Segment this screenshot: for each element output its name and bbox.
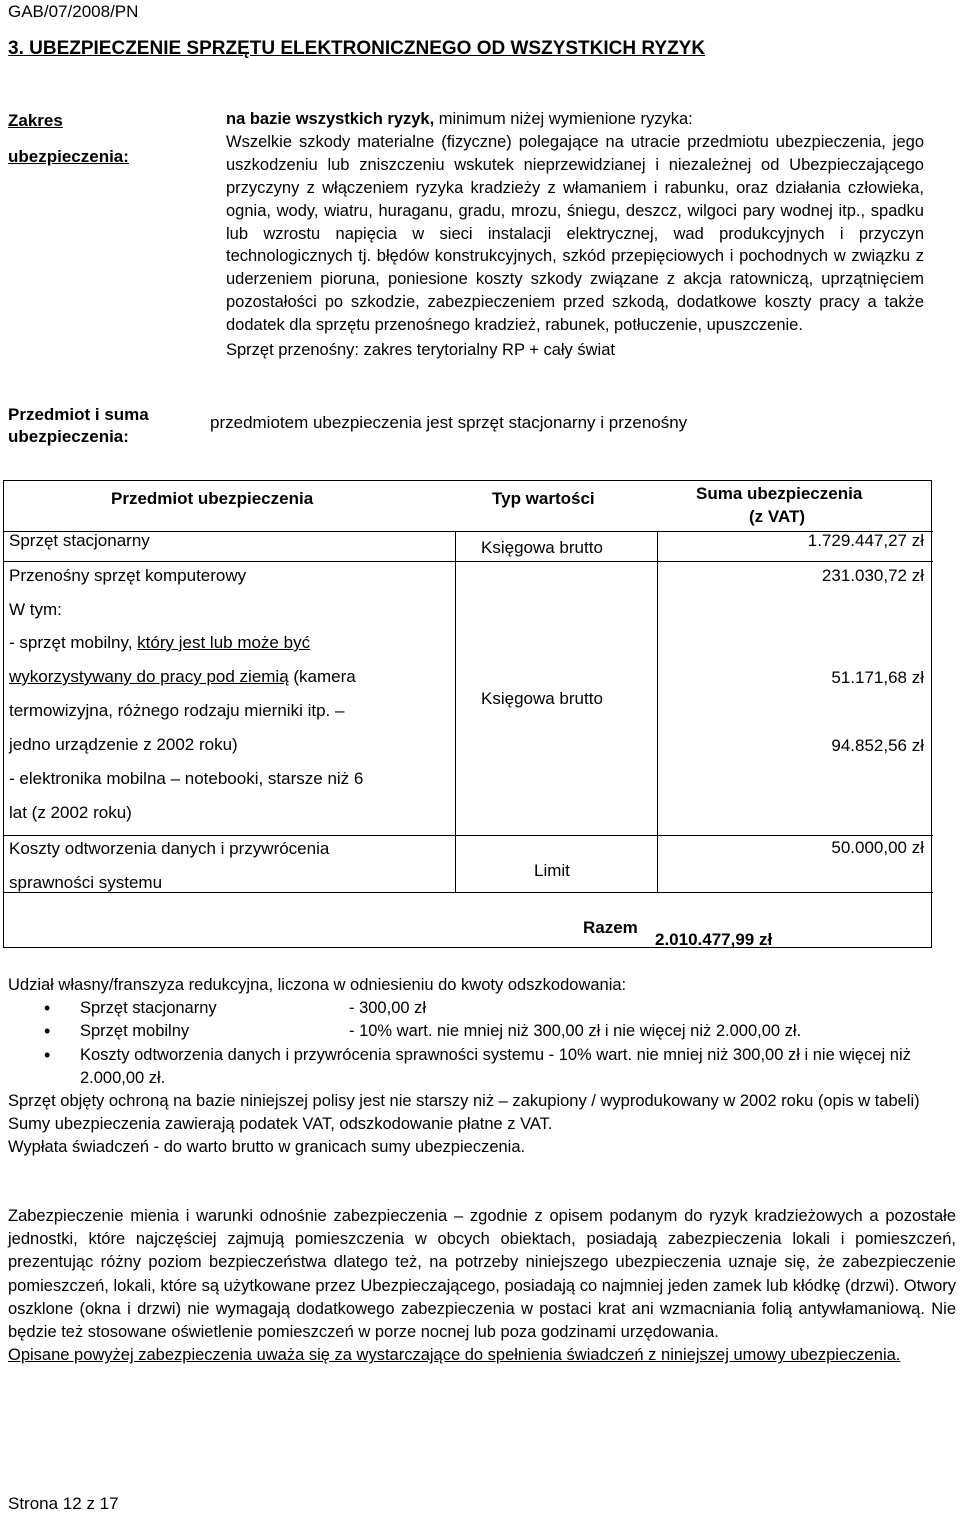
document-id: GAB/07/2008/PN: [8, 2, 139, 21]
total-value: 2.010.477,99 zł: [655, 930, 773, 949]
row2-sum-mobile: 51.171,68 zł: [831, 668, 924, 687]
row3-subject-line1: Koszty odtworzenia danych i przywrócenia: [9, 839, 330, 858]
deductible-item-name: Sprzęt stacjonarny: [80, 999, 217, 1018]
row2-mobile-line1a: - sprzęt mobilny,: [9, 633, 138, 652]
label-przedmiot: [8, 404, 149, 448]
row-divider-2: [4, 835, 933, 836]
section-title: 3. UBEZPIECZENIE SPRZĘTU ELEKTRONICZNEGO OD WSZYSTKICH RYZYK: [8, 38, 706, 59]
row2-electronics-line2: lat (z 2002 roku): [9, 803, 132, 822]
col-divider-2: [657, 531, 658, 892]
deductible-item-value: - 10% wart. nie mniej niż 300,00 zł i nie więcej niż 2.000,00 zł.: [349, 1022, 802, 1041]
deductible-item: [8, 1020, 956, 1043]
deductible-item-name: Sprzęt mobilny: [80, 1022, 190, 1041]
insurance-table: [3, 480, 932, 948]
scope-lead-line: [226, 108, 924, 131]
deductible-section: [8, 974, 956, 1160]
row3-type: Limit: [534, 861, 570, 880]
row1-type: Księgowa brutto: [481, 538, 603, 557]
scope-portable: Sprzęt przenośny: zakres terytorialny RP + cały świat: [226, 341, 615, 360]
row2-w-tym: W tym:: [9, 600, 62, 619]
row2-sum: 231.030,72 zł: [821, 566, 924, 585]
row2-mobile-line2a: wykorzystywany do pracy pod ziemią: [9, 667, 289, 686]
deductible-intro: Udział własny/franszyza redukcyjna, liczona w odniesieniu do kwoty odszkodowania:: [8, 976, 627, 994]
row2-mobile-line1: [9, 633, 310, 653]
deductible-list: [8, 997, 956, 1090]
przedmiot-text: przedmiotem ubezpieczenia jest sprzęt stacjonarny i przenośny: [210, 413, 688, 432]
protection-text: Zabezpieczenie mienia i warunki odnośnie zabezpieczenia – zgodnie z opisem podanym do ryzyk kradzieżowych a pozostałe jednostki, które najczęściej zajmują pomieszczenia w obcych obiektach, posiadają zabezpieczenia lokali i pomieszczeń, prezentując różny poziom bezpieczeństwa dlatego też, na potrzeby niniejszego ubezpieczenia uznaje się, że zabezpieczenie pomieszczeń, lokali, które są użytkowane przez Ubezpieczającego, posiadają co najmniej jeden zamek lub kłódkę (drzwi). Otwory oszklone (okna i drzwi) nie wymagają dodatkowego zabezpieczenia w postaci krat ani wzmacniania folią antywłamaniową. Nie będzie też stosowane oświetlenie pomieszczeń w porze nocnej lub poza godzinami urzędowania.: [8, 1207, 956, 1342]
note-vat: Sumy ubezpieczenia zawierają podatek VAT, odszkodowanie płatne z VAT.: [8, 1115, 553, 1134]
row2-sum-electronics: 94.852,56 zł: [831, 736, 924, 755]
row2-mobile-line1b: który jest lub może być: [137, 633, 311, 652]
col-divider-1: [455, 531, 456, 892]
deductible-item: [8, 997, 956, 1020]
label-zakres-line2: ubezpieczenia:: [8, 147, 129, 166]
deductible-item: [8, 1044, 956, 1090]
label-przedmiot-line2: ubezpieczenia:: [8, 427, 129, 446]
scope-lead: na bazie wszystkich ryzyk,: [226, 110, 435, 128]
protection-section: [8, 1205, 956, 1367]
row3-sum: 50.000,00 zł: [831, 838, 924, 857]
label-zakres-line1: Zakres: [8, 111, 63, 130]
row2-mobile-line2b: (kamera: [288, 667, 356, 686]
deductible-item-value: - 300,00 zł: [349, 999, 427, 1018]
total-label: Razem: [583, 918, 638, 937]
page-number: Strona 12 z 17: [8, 1494, 119, 1513]
note-age: Sprzęt objęty ochroną na bazie niniejszej polisy jest nie starszy niż – zakupiony / wyprodukowany w 2002 roku (opis w tabeli): [8, 1092, 920, 1111]
header-sum-line1: Suma ubezpieczenia: [696, 484, 863, 503]
row3-subject-line2: sprawności systemu: [9, 873, 163, 892]
row1-sum: 1.729.447,27 zł: [807, 531, 924, 550]
header-sum-line2: (z VAT): [749, 507, 806, 526]
protection-final: Opisane powyżej zabezpieczenia uważa się za wystarczające do spełnienia świadczeń z niniejszej umowy ubezpieczenia.: [8, 1346, 901, 1365]
row2-mobile-line2: [9, 667, 356, 687]
scope-lead-rest: minimum niżej wymienione ryzyka:: [434, 110, 693, 128]
deductible-item-text: Koszty odtworzenia danych i przywrócenia sprawności systemu - 10% wart. nie mniej niż 300,00 zł i nie więcej niż 2.000,00 zł.: [80, 1045, 911, 1087]
row2-type: Księgowa brutto: [481, 689, 603, 708]
label-zakres: [8, 110, 129, 182]
header-type: Typ wartości: [492, 489, 595, 508]
scope-body: Wszelkie szkody materialne (fizyczne) polegające na utracie przedmiotu ubezpieczenia, jego uszkodzeniu lub zniszczeniu wskutek nieprzewidzianej i niezależnej od Ubezpieczającego przyczyny z włączeniem ryzyka kradzieży z włamaniem i rabunku, oraz działania człowieka, ognia, wody, wiatru, huraganu, gradu, mrozu, śniegu, deszcz, wilgoci pary wodnej itp., spadku lub wzrostu napięcia w sieci instalacji elektrycznej, wad produkcyjnych i przyczyn technologicznych tj. błędów konstrukcyjnych, szkód przepięciowych i pochodnych w związku z uderzeniem pioruna, poniesione koszty szkody związane z akcja ratowniczą, uprzątnięciem pozostałości po szkodzie, zabezpieczeniem przed szkodą, dodatkowe koszty pracy a także dodatek dla sprzętu przenośnego kradzież, rabunek, potłuczenie, upuszczenie.: [226, 132, 924, 335]
row2-mobile-line4: jedno urządzenie z 2002 roku): [9, 735, 238, 754]
row2-mobile-line3: termowizyjna, różnego rodzaju mierniki itp. –: [9, 701, 345, 720]
header-subject: Przedmiot ubezpieczenia: [111, 489, 314, 508]
row2-subject: Przenośny sprzęt komputerowy: [9, 566, 247, 585]
label-przedmiot-line1: Przedmiot i suma: [8, 405, 149, 424]
scope-text: [226, 108, 924, 362]
note-payout: Wypłata świadczeń - do warto brutto w granicach sumy ubezpieczenia.: [8, 1138, 526, 1157]
row2-electronics-line1: - elektronika mobilna – notebooki, starsze niż 6: [9, 769, 364, 788]
row-divider-1: [4, 561, 933, 562]
row1-subject: Sprzęt stacjonarny: [9, 531, 150, 550]
